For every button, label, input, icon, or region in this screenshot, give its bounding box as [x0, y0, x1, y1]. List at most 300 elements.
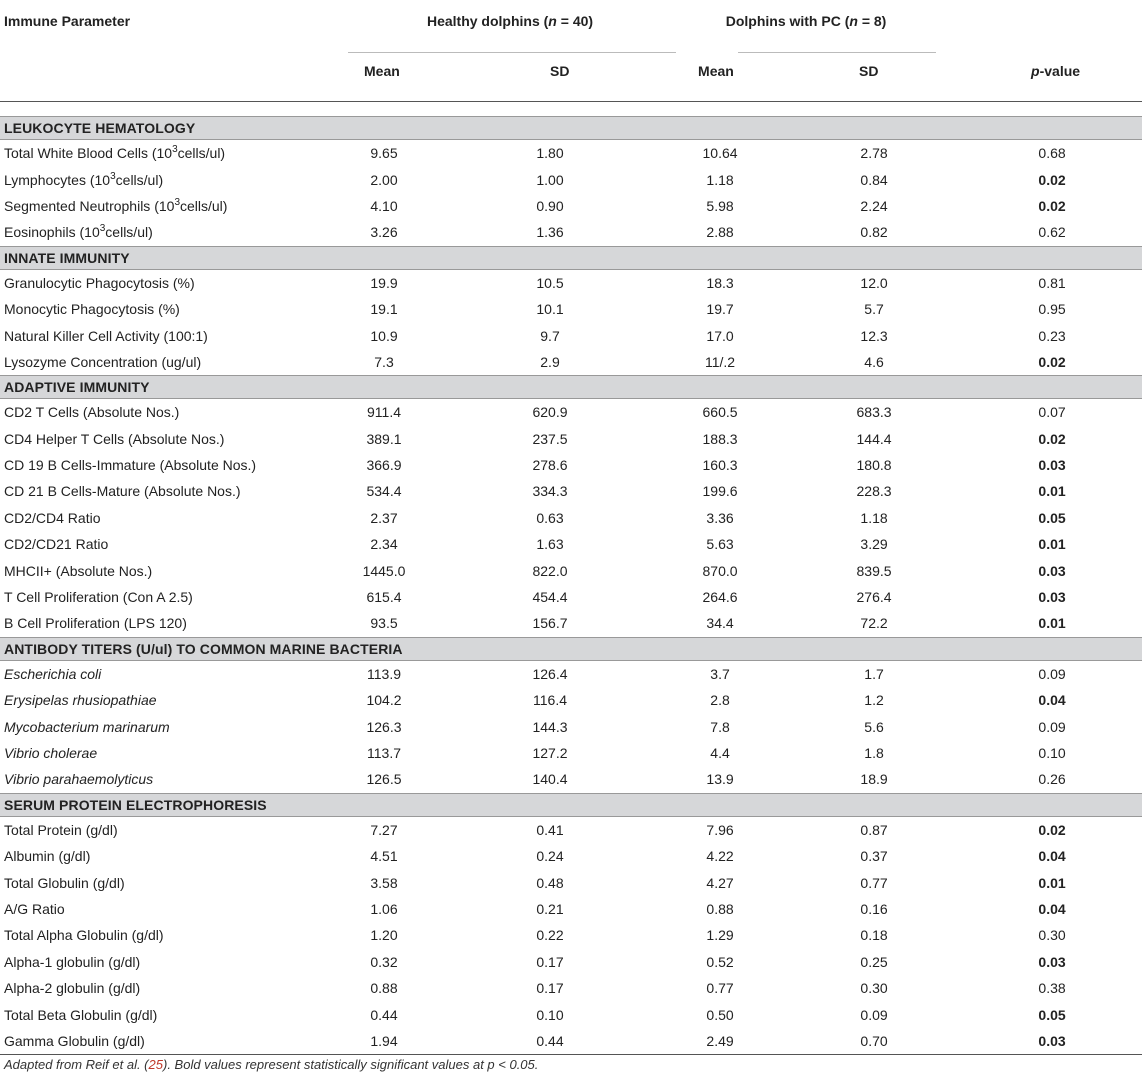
section-header-row: [0, 246, 1142, 269]
pc-sd-value: 839.5: [856, 562, 892, 579]
healthy-sd-value: 0.90: [536, 197, 564, 214]
healthy-sd-value: 126.4: [532, 665, 568, 682]
pc-group-rule: [738, 52, 936, 53]
pvalue-cell: [936, 452, 1142, 478]
healthy-sd-value: 10.1: [536, 301, 564, 318]
pc-mean-value: 4.22: [706, 848, 734, 865]
healthy-mean-cell: [344, 1001, 620, 1027]
healthy-mean-cell: [344, 949, 620, 975]
healthy-mean-value: 3.58: [370, 874, 398, 891]
pvalue-significant: 0.02: [1038, 821, 1066, 838]
pc-sd-value: 144.4: [856, 430, 892, 447]
table-row: [0, 896, 1142, 922]
healthy-mean-value: 1445.0: [362, 562, 406, 579]
healthy-mean-cell: [344, 896, 620, 922]
pc-sd-header: SD: [816, 53, 936, 102]
parameter-name-text: CD 21 B Cells-Mature (Absolute Nos.): [4, 483, 241, 500]
pc-values-cell: [676, 713, 936, 739]
pc-sd-value: 1.7: [864, 665, 884, 682]
table-row: [0, 505, 1142, 531]
table-row: [0, 399, 1142, 426]
pc-sd-value: 0.77: [860, 874, 888, 891]
pvalue-cell: [936, 349, 1142, 376]
pvalue-significant: 0.01: [1038, 483, 1066, 500]
section-title: SERUM PROTEIN ELECTROPHORESIS: [0, 793, 1142, 816]
healthy-sd-value: 0.44: [536, 1032, 564, 1049]
parameter-name-text: Natural Killer Cell Activity (100:1): [4, 327, 208, 344]
pc-mean-value: 188.3: [702, 430, 738, 447]
healthy-mean-cell: [344, 843, 620, 869]
pc-mean-value: 264.6: [702, 589, 738, 606]
healthy-mean-cell: [344, 296, 620, 322]
parameter-name: [0, 166, 344, 192]
parameter-name-text: Segmented Neutrophils $(10^3cells/ul)$: [4, 196, 228, 214]
pvalue-cell: [936, 1028, 1142, 1055]
healthy-mean-cell: [344, 687, 620, 713]
table-row: [0, 660, 1142, 687]
table-row: [0, 140, 1142, 167]
healthy-mean-cell: [344, 322, 620, 348]
pvalue-cell: [936, 869, 1142, 895]
healthy-mean-value: 7.3: [374, 353, 394, 370]
healthy-sd-value: 0.48: [536, 874, 564, 891]
parameter-name-text: Total Protein (g/dl): [4, 821, 118, 838]
parameter-name-text: Albumin (g/dl): [4, 848, 91, 865]
pvalue-cell: [936, 531, 1142, 557]
pc-mean-value: 2.8: [710, 692, 730, 709]
parameter-name: [0, 531, 344, 557]
healthy-mean-cell: [344, 584, 620, 610]
parameter-name-text: Total Beta Globulin (g/dl): [4, 1006, 158, 1023]
table-row: [0, 1001, 1142, 1027]
pc-sd-value: 228.3: [856, 483, 892, 500]
table-body: [0, 102, 1142, 1055]
parameter-name: [0, 1028, 344, 1055]
pc-mean-value: 4.4: [710, 745, 730, 761]
pvalue-significant: 0.05: [1038, 1006, 1066, 1023]
pvalue-cell: [936, 219, 1142, 246]
healthy-mean-value: 0.32: [370, 953, 398, 970]
healthy-group-label: Healthy dolphins (n = 40): [426, 13, 594, 29]
pc-mean-value: 19.7: [706, 301, 734, 318]
pvalue-cell: [936, 140, 1142, 167]
parameter-name-text: Vibrio cholerae: [4, 745, 98, 761]
healthy-mean-value: 10.9: [370, 327, 398, 344]
pc-values-cell: [676, 766, 936, 793]
table-row: [0, 610, 1142, 637]
parameter-name-text: Vibrio parahaemolyticus: [4, 771, 154, 788]
pc-values-cell: [676, 687, 936, 713]
parameter-name-text: T Cell Proliferation (Con A 2.5): [4, 589, 193, 606]
pc-sd-value: 0.18: [860, 927, 888, 944]
parameter-name: [0, 687, 344, 713]
table-row: [0, 975, 1142, 1001]
table-row: [0, 557, 1142, 583]
pvalue-cell: [936, 478, 1142, 504]
table-row: [0, 531, 1142, 557]
healthy-mean-value: 9.65: [370, 145, 398, 162]
table-row: [0, 426, 1142, 452]
healthy-mean-cell: [344, 740, 620, 766]
pvalue-cell: [936, 816, 1142, 843]
pvalue-significant: 0.03: [1038, 953, 1066, 970]
healthy-mean-value: 911.4: [367, 404, 401, 421]
pc-mean-value: 10.64: [702, 145, 738, 162]
pc-mean-value: 3.7: [710, 665, 730, 682]
pc-values-cell: [676, 740, 936, 766]
parameter-name-text: Gamma Globulin (g/dl): [4, 1032, 145, 1049]
healthy-mean-cell: [344, 478, 620, 504]
pc-sd-value: 0.09: [860, 1006, 888, 1023]
pvalue-significant: 0.05: [1038, 509, 1066, 526]
pc-mean-value: 2.49: [706, 1032, 734, 1049]
parameter-name: [0, 975, 344, 1001]
healthy-mean-cell: [344, 193, 620, 219]
healthy-sd-value: 127.2: [532, 745, 568, 761]
pc-values-cell: [676, 322, 936, 348]
pc-values-cell: [676, 557, 936, 583]
pc-sd-value: 12.0: [860, 274, 888, 291]
healthy-mean-cell: [344, 557, 620, 583]
parameter-name-text: Total White Blood Cells $(10^3cells/ul)$: [4, 144, 226, 162]
pc-sd-value: 180.8: [856, 457, 892, 474]
parameter-name: [0, 505, 344, 531]
healthy-mean-cell: [344, 166, 620, 192]
healthy-mean-value: 4.51: [370, 848, 398, 865]
healthy-mean-value: 19.9: [370, 274, 398, 291]
pc-values-cell: [676, 610, 936, 637]
healthy-mean-value: 2.34: [370, 536, 398, 553]
pc-values-cell: [676, 399, 936, 426]
healthy-sd-value: 9.7: [540, 327, 560, 344]
healthy-mean-header: Mean: [344, 53, 424, 102]
pc-mean-value: 4.27: [706, 874, 734, 891]
healthy-mean-value: 113.7: [367, 745, 401, 761]
pvalue-cell: [936, 505, 1142, 531]
parameter-name-text: Total Alpha Globulin (g/dl): [4, 927, 164, 944]
pvalue: 0.26: [1038, 771, 1066, 788]
healthy-mean-value: 366.9: [366, 457, 402, 474]
healthy-sd-header: SD: [424, 53, 620, 102]
table-row: [0, 219, 1142, 246]
immune-parameter-header: Immune Parameter: [4, 13, 131, 29]
healthy-mean-cell: [344, 713, 620, 739]
healthy-mean-value: 4.10: [370, 197, 398, 214]
pc-values-cell: [676, 1001, 936, 1027]
pvalue-cell: [936, 269, 1142, 296]
parameter-name: [0, 766, 344, 793]
table-row: [0, 322, 1142, 348]
section-title: ADAPTIVE IMMUNITY: [0, 376, 1142, 399]
pc-values-cell: [676, 896, 936, 922]
parameter-name-text: Lysozyme Concentration (ug/ul): [4, 353, 202, 370]
healthy-mean-cell: [344, 531, 620, 557]
healthy-sd-value: 334.3: [532, 483, 568, 500]
healthy-mean-value: 615.4: [366, 589, 402, 606]
healthy-mean-cell: [344, 269, 620, 296]
healthy-mean-value: 389.1: [366, 430, 402, 447]
pvalue-cell: [936, 975, 1142, 1001]
parameter-name: [0, 843, 344, 869]
healthy-sd-value: 0.22: [536, 927, 564, 944]
healthy-group-rule: [348, 52, 676, 53]
pc-mean-value: 0.88: [706, 900, 734, 917]
parameter-name: [0, 869, 344, 895]
pvalue-cell: [936, 687, 1142, 713]
healthy-mean-cell: [344, 399, 620, 426]
pc-values-cell: [676, 193, 936, 219]
healthy-mean-value: 104.2: [366, 692, 402, 709]
parameter-name-text: Granulocytic Phagocytosis (%): [4, 274, 195, 291]
healthy-mean-value: 19.1: [370, 301, 398, 318]
pvalue-significant: 0.02: [1038, 171, 1066, 188]
section-header-row: [0, 376, 1142, 399]
pvalue-cell: [936, 713, 1142, 739]
healthy-mean-cell: [344, 660, 620, 687]
healthy-sd-value: 0.63: [536, 509, 564, 526]
pc-sd-value: 0.82: [860, 224, 888, 241]
pvalue-cell: [936, 193, 1142, 219]
pc-sd-value: 5.7: [864, 301, 884, 318]
table-row: [0, 166, 1142, 192]
parameter-name-text: CD2/CD21 Ratio: [4, 536, 109, 553]
pc-mean-value: 17.0: [706, 327, 734, 344]
pc-sd-value: 12.3: [860, 327, 888, 344]
healthy-sd-value: 0.10: [536, 1006, 564, 1023]
healthy-mean-cell: [344, 816, 620, 843]
pvalue: 0.95: [1038, 301, 1066, 318]
pc-values-cell: [676, 922, 936, 948]
parameter-name: [0, 140, 344, 167]
pvalue-cell: [936, 399, 1142, 426]
parameter-name: [0, 478, 344, 504]
pc-mean-value: 870.0: [702, 562, 738, 579]
pc-mean-value: 1.18: [706, 171, 734, 188]
pvalue-cell: [936, 949, 1142, 975]
healthy-sd-value: 454.4: [532, 589, 568, 606]
healthy-mean-value: 126.5: [366, 771, 402, 788]
healthy-mean-value: 113.9: [367, 665, 401, 682]
pvalue-significant: 0.04: [1038, 692, 1066, 709]
table-row: [0, 452, 1142, 478]
pvalue-header: [936, 53, 1142, 102]
parameter-name-text: CD2/CD4 Ratio: [4, 509, 101, 526]
pvalue-significant: 0.01: [1038, 615, 1066, 632]
parameter-name: [0, 713, 344, 739]
table-row: [0, 869, 1142, 895]
pc-sd-value: 0.70: [860, 1032, 888, 1049]
parameter-name: [0, 322, 344, 348]
healthy-sd-value: 1.00: [536, 171, 564, 188]
parameter-name: [0, 219, 344, 246]
pvalue-significant: 0.01: [1038, 874, 1066, 891]
pvalue-cell: [936, 610, 1142, 637]
healthy-sd-value: 620.9: [532, 404, 568, 421]
pc-mean-value: 11/.2: [704, 353, 736, 370]
table-row: [0, 269, 1142, 296]
pc-mean-value: 160.3: [702, 457, 738, 474]
table-row: [0, 296, 1142, 322]
pvalue: 0.23: [1038, 327, 1066, 344]
pc-mean-value: 0.52: [706, 953, 734, 970]
healthy-sd-value: 144.3: [532, 718, 568, 735]
healthy-mean-cell: [344, 766, 620, 793]
pvalue-significant: 0.02: [1038, 430, 1066, 447]
pc-values-cell: [676, 478, 936, 504]
healthy-sd-value: 237.5: [532, 430, 568, 447]
healthy-mean-cell: [344, 975, 620, 1001]
healthy-mean-cell: [344, 140, 620, 167]
pvalue-significant: 0.04: [1038, 848, 1066, 865]
pvalue-significant: 0.01: [1038, 536, 1066, 553]
parameter-name: [0, 922, 344, 948]
parameter-name: [0, 269, 344, 296]
healthy-sd-value: 278.6: [532, 457, 568, 474]
parameter-name: [0, 896, 344, 922]
parameter-name: [0, 1001, 344, 1027]
healthy-mean-value: 2.00: [370, 171, 398, 188]
healthy-mean-cell: [344, 1028, 620, 1055]
pc-values-cell: [676, 296, 936, 322]
parameter-name: [0, 740, 344, 766]
healthy-group-header: [344, 0, 676, 53]
parameter-name-text: CD4 Helper T Cells (Absolute Nos.): [4, 430, 225, 447]
parameter-name-text: CD 19 B Cells-Immature (Absolute Nos.): [4, 457, 257, 474]
parameter-name: [0, 452, 344, 478]
pc-mean-value: 18.3: [706, 274, 734, 291]
pc-sd-value: 4.6: [864, 353, 884, 370]
healthy-sd-value: 0.17: [536, 953, 564, 970]
pc-sd-value: 683.3: [856, 404, 892, 421]
pc-sd-value: 2.24: [860, 197, 888, 214]
healthy-mean-cell: [344, 869, 620, 895]
healthy-sd-value: 156.7: [532, 615, 568, 632]
healthy-mean-value: 0.88: [370, 980, 398, 997]
healthy-mean-value: 126.3: [366, 718, 402, 735]
pc-sd-value: 276.4: [856, 589, 892, 606]
pvalue: 0.38: [1038, 980, 1066, 997]
pc-values-cell: [676, 349, 936, 376]
pvalue-cell: [936, 584, 1142, 610]
pvalue: 0.68: [1038, 145, 1066, 162]
pc-sd-value: 5.6: [864, 718, 884, 735]
healthy-mean-value: 2.37: [370, 509, 398, 526]
table-row: [0, 766, 1142, 793]
pvalue-cell: [936, 322, 1142, 348]
pvalue-cell: [936, 660, 1142, 687]
healthy-sd-value: 0.17: [536, 980, 564, 997]
pc-values-cell: [676, 660, 936, 687]
pvalue: 0.07: [1038, 404, 1066, 421]
healthy-sd-value: 1.80: [536, 145, 564, 162]
pc-sd-value: 1.18: [860, 509, 888, 526]
parameter-name-text: B Cell Proliferation (LPS 120): [4, 615, 187, 632]
pc-values-cell: [676, 584, 936, 610]
pc-sd-value: 0.30: [860, 980, 888, 997]
table-row: [0, 816, 1142, 843]
healthy-mean-cell: [344, 349, 620, 376]
pc-values-cell: [676, 140, 936, 167]
parameter-name-text: Alpha-1 globulin (g/dl): [4, 953, 141, 970]
pc-mean-value: 7.8: [710, 718, 730, 735]
parameter-name-text: Eosinophils $(10^3cells/ul)$: [4, 223, 153, 241]
pvalue-significant: 0.03: [1038, 589, 1066, 606]
pc-values-cell: [676, 505, 936, 531]
pc-mean-value: 5.63: [706, 536, 734, 553]
parameter-name: [0, 584, 344, 610]
pvalue-cell: [936, 843, 1142, 869]
section-title: LEUKOCYTE HEMATOLOGY: [0, 117, 1142, 140]
healthy-mean-value: 0.44: [370, 1006, 398, 1023]
healthy-mean-cell: [344, 610, 620, 637]
parameter-name: [0, 349, 344, 376]
pvalue-cell: [936, 426, 1142, 452]
pc-mean-value: 7.96: [706, 821, 734, 838]
pvalue-significant: 0.02: [1038, 197, 1066, 214]
section-header-row: [0, 117, 1142, 140]
table-row: [0, 922, 1142, 948]
healthy-sd-value: 140.4: [532, 771, 568, 788]
parameter-name: [0, 426, 344, 452]
pc-sd-value: 0.16: [860, 900, 888, 917]
pvalue-significant: 0.02: [1038, 353, 1066, 370]
pvalue-cell: [936, 166, 1142, 192]
table-row: [0, 478, 1142, 504]
pvalue-significant: 0.03: [1038, 562, 1066, 579]
pc-sd-value: 0.87: [860, 821, 888, 838]
healthy-sd-value: 2.9: [540, 353, 560, 370]
parameter-name-text: Escherichia coli: [4, 665, 102, 682]
pc-mean-value: 13.9: [706, 771, 734, 788]
healthy-sd-value: 0.24: [536, 848, 564, 865]
pvalue-cell: [936, 557, 1142, 583]
pc-values-cell: [676, 269, 936, 296]
healthy-mean-cell: [344, 426, 620, 452]
healthy-mean-value: 1.20: [370, 927, 398, 944]
table-footnote: Adapted from Reif et al. (25). Bold values represent statistically significant values at p < 0.05.: [4, 1057, 539, 1072]
pc-sd-value: 72.2: [860, 615, 888, 632]
table-row: [0, 713, 1142, 739]
pc-sd-value: 18.9: [860, 771, 888, 788]
pc-sd-value: 1.8: [864, 745, 884, 761]
healthy-mean-value: 1.06: [370, 900, 398, 917]
healthy-mean-value: 7.27: [370, 821, 398, 838]
parameter-name: [0, 557, 344, 583]
pvalue: 0.09: [1038, 665, 1066, 682]
section-header-row: [0, 637, 1142, 660]
pc-values-cell: [676, 219, 936, 246]
pc-mean-value: 2.88: [706, 224, 734, 241]
pvalue: 0.62: [1038, 224, 1066, 241]
pc-mean-value: 1.29: [706, 927, 734, 944]
pc-values-cell: [676, 531, 936, 557]
pc-mean-value: 3.36: [706, 509, 734, 526]
parameter-name-text: Erysipelas rhusiopathiae: [4, 692, 157, 709]
pc-values-cell: [676, 452, 936, 478]
parameter-name: [0, 816, 344, 843]
table-row: [0, 584, 1142, 610]
pc-sd-value: 0.25: [860, 953, 888, 970]
section-title: INNATE IMMUNITY: [0, 246, 1142, 269]
healthy-mean-cell: [344, 219, 620, 246]
pvalue-cell: [936, 766, 1142, 793]
healthy-sd-value: 10.5: [536, 274, 564, 291]
healthy-mean-cell: [344, 505, 620, 531]
pvalue-cell: [936, 740, 1142, 766]
parameter-name-text: Total Globulin (g/dl): [4, 874, 125, 891]
pc-mean-header: Mean: [676, 53, 816, 102]
pvalue-significant: 0.03: [1038, 457, 1066, 474]
